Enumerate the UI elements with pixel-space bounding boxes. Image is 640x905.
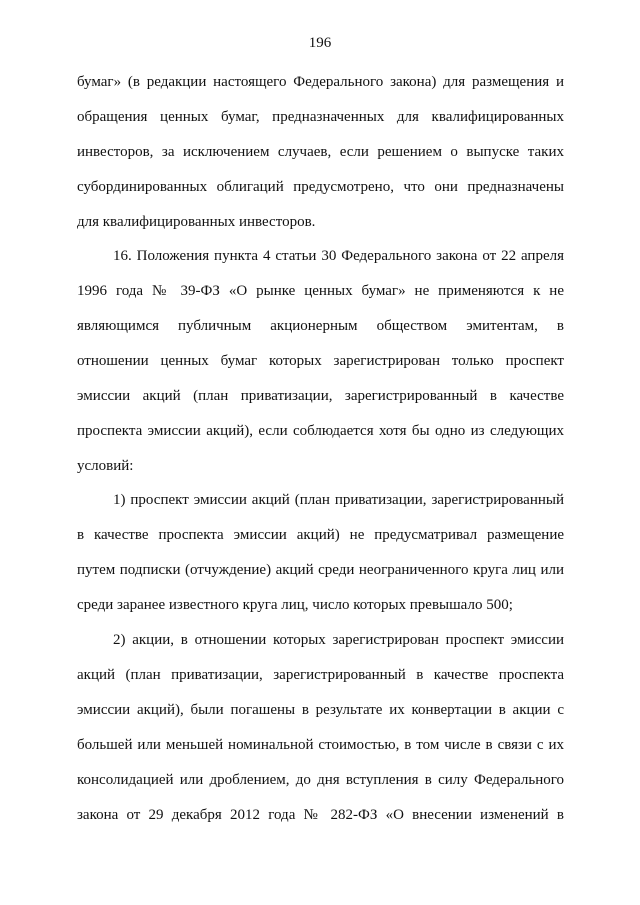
text-line: обращения ценных бумаг, предназначенных для квалифицированных bbox=[77, 109, 564, 125]
text-line: среди заранее известного круга лиц, число которых превышало 500; bbox=[77, 597, 513, 613]
text-line: 2) акции, в отношении которых зарегистрирован проспект эмиссии bbox=[113, 632, 564, 648]
text-line: для квалифицированных инвесторов. bbox=[77, 214, 316, 230]
text-line: отношении ценных бумаг которых зарегистрирован только проспект bbox=[77, 353, 564, 369]
text-line: 16. Положения пункта 4 статьи 30 Федерального закона от 22 апреля bbox=[113, 248, 564, 264]
text-line: проспекта эмиссии акций), если соблюдается хотя бы одно из следующих bbox=[77, 423, 564, 439]
text-line: 1996 года № 39-ФЗ «О рынке ценных бумаг» не применяются к не bbox=[77, 283, 564, 299]
text-line: закона от 29 декабря 2012 года № 282-ФЗ «О внесении изменений в bbox=[77, 807, 564, 823]
page-number: 196 bbox=[308, 35, 332, 51]
text-line: субординированных облигаций предусмотрено, что они предназначены bbox=[77, 179, 564, 195]
text-line: эмиссии акций (план приватизации, зарегистрированный в качестве bbox=[77, 388, 564, 404]
text-line: 1) проспект эмиссии акций (план приватизации, зарегистрированный bbox=[113, 492, 564, 508]
text-line: инвесторов, за исключением случаев, если решением о выпуске таких bbox=[77, 144, 564, 160]
text-line: условий: bbox=[77, 458, 134, 474]
text-line: эмиссии акций), были погашены в результате их конвертации в акции с bbox=[77, 702, 564, 718]
text-line: акций (план приватизации, зарегистрированный в качестве проспекта bbox=[77, 667, 564, 683]
text-line: большей или меньшей номинальной стоимостью, в том числе в связи с их bbox=[77, 737, 564, 753]
text-line: бумаг» (в редакции настоящего Федерального закона) для размещения и bbox=[77, 74, 564, 90]
text-line: являющимся публичным акционерным обществом эмитентам, в bbox=[77, 318, 564, 334]
text-line: путем подписки (отчуждение) акций среди неограниченного круга лиц или bbox=[77, 562, 564, 578]
text-line: в качестве проспекта эмиссии акций) не предусматривал размещение bbox=[77, 527, 564, 543]
text-line: консолидацией или дроблением, до дня вступления в силу Федерального bbox=[77, 772, 564, 788]
